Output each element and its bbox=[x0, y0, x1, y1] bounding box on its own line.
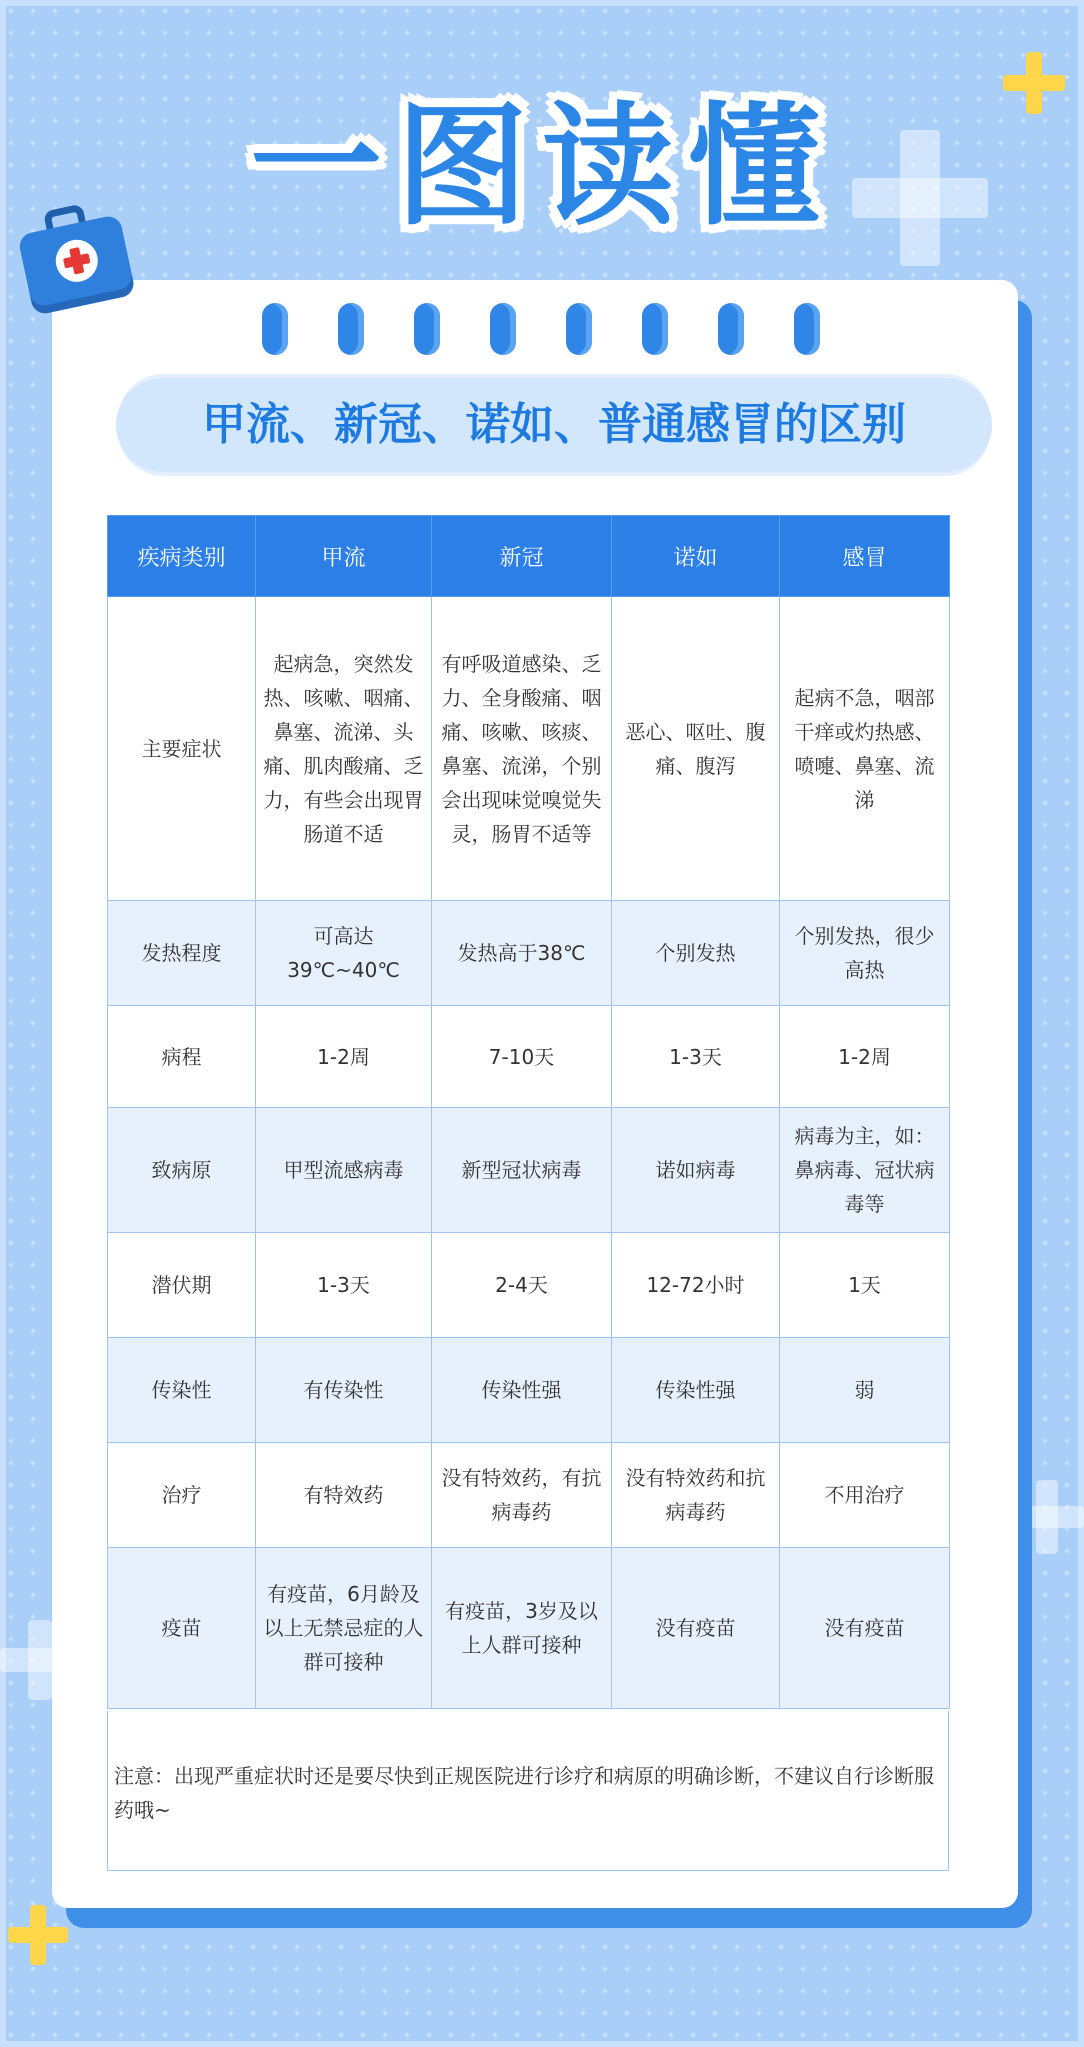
table-row bbox=[108, 1338, 950, 1443]
row-label: 致病原 bbox=[108, 1108, 256, 1233]
row-label: 传染性 bbox=[108, 1338, 256, 1443]
table-row bbox=[108, 1548, 950, 1709]
table-row bbox=[108, 901, 950, 1006]
table-row bbox=[108, 1443, 950, 1548]
table-row bbox=[108, 1108, 950, 1233]
row-label: 发热程度 bbox=[108, 901, 256, 1006]
table-cell: 1-2周 bbox=[256, 1006, 432, 1108]
table-cell: 7-10天 bbox=[432, 1006, 612, 1108]
table-cell: 有疫苗，6月龄及以上无禁忌症的人群可接种 bbox=[256, 1548, 432, 1709]
header-cell: 感冒 bbox=[780, 516, 950, 597]
table-cell: 有疫苗，3岁及以上人群可接种 bbox=[432, 1548, 612, 1709]
binder-rings bbox=[262, 303, 842, 359]
row-label: 病程 bbox=[108, 1006, 256, 1108]
table-cell: 没有特效药和抗病毒药 bbox=[612, 1443, 780, 1548]
header-cell: 诺如 bbox=[612, 516, 780, 597]
row-label: 主要症状 bbox=[108, 597, 256, 901]
comparison-table bbox=[107, 515, 950, 1709]
table-row bbox=[108, 1006, 950, 1108]
table-cell: 起病不急，咽部干痒或灼热感、喷嚏、鼻塞、流涕 bbox=[780, 597, 950, 901]
table-cell: 不用治疗 bbox=[780, 1443, 950, 1548]
subtitle: 甲流、新冠、诺如、普通感冒的区别 bbox=[202, 399, 906, 450]
page-title: 一图读懂 bbox=[250, 90, 834, 244]
table-cell: 1-2周 bbox=[780, 1006, 950, 1108]
table-cell: 诺如病毒 bbox=[612, 1108, 780, 1233]
table-cell: 起病急，突然发热、咳嗽、咽痛、鼻塞、流涕、头痛、肌肉酸痛、乏力，有些会出现胃肠道不适 bbox=[256, 597, 432, 901]
header-cell: 甲流 bbox=[256, 516, 432, 597]
row-label: 治疗 bbox=[108, 1443, 256, 1548]
table-cell: 传染性强 bbox=[612, 1338, 780, 1443]
table-cell: 没有特效药，有抗病毒药 bbox=[432, 1443, 612, 1548]
table-cell: 1-3天 bbox=[256, 1233, 432, 1338]
row-label: 潜伏期 bbox=[108, 1233, 256, 1338]
table-cell: 个别发热，很少高热 bbox=[780, 901, 950, 1006]
table-cell: 12-72小时 bbox=[612, 1233, 780, 1338]
table-cell: 有呼吸道感染、乏力、全身酸痛、咽痛、咳嗽、咳痰、鼻塞、流涕，个别会出现味觉嗅觉失灵，肠胃不适等 bbox=[432, 597, 612, 901]
table-cell: 病毒为主，如：鼻病毒、冠状病毒等 bbox=[780, 1108, 950, 1233]
table-cell: 个别发热 bbox=[612, 901, 780, 1006]
table-cell: 有特效药 bbox=[256, 1443, 432, 1548]
table-cell: 发热高于38℃ bbox=[432, 901, 612, 1006]
table-cell: 1-3天 bbox=[612, 1006, 780, 1108]
table-cell: 有传染性 bbox=[256, 1338, 432, 1443]
table-cell: 可高达39℃~40℃ bbox=[256, 901, 432, 1006]
header-cell: 疾病类别 bbox=[108, 516, 256, 597]
table-cell: 甲型流感病毒 bbox=[256, 1108, 432, 1233]
table-cell: 传染性强 bbox=[432, 1338, 612, 1443]
table-row bbox=[108, 597, 950, 901]
table-cell: 2-4天 bbox=[432, 1233, 612, 1338]
note-text: 注意：出现严重症状时还是要尽快到正规医院进行诊疗和病原的明确诊断，不建议自行诊断服药哦~ bbox=[107, 1711, 949, 1871]
table-cell: 新型冠状病毒 bbox=[432, 1108, 612, 1233]
table-cell: 没有疫苗 bbox=[780, 1548, 950, 1709]
header-cell: 新冠 bbox=[432, 516, 612, 597]
table-cell: 1天 bbox=[780, 1233, 950, 1338]
row-label: 疫苗 bbox=[108, 1548, 256, 1709]
table-cell: 没有疫苗 bbox=[612, 1548, 780, 1709]
plus-icon bbox=[8, 1905, 68, 1965]
table-row bbox=[108, 1233, 950, 1338]
table-header-row bbox=[108, 516, 950, 597]
table-cell: 恶心、呕吐、腹痛、腹泻 bbox=[612, 597, 780, 901]
table-cell: 弱 bbox=[780, 1338, 950, 1443]
